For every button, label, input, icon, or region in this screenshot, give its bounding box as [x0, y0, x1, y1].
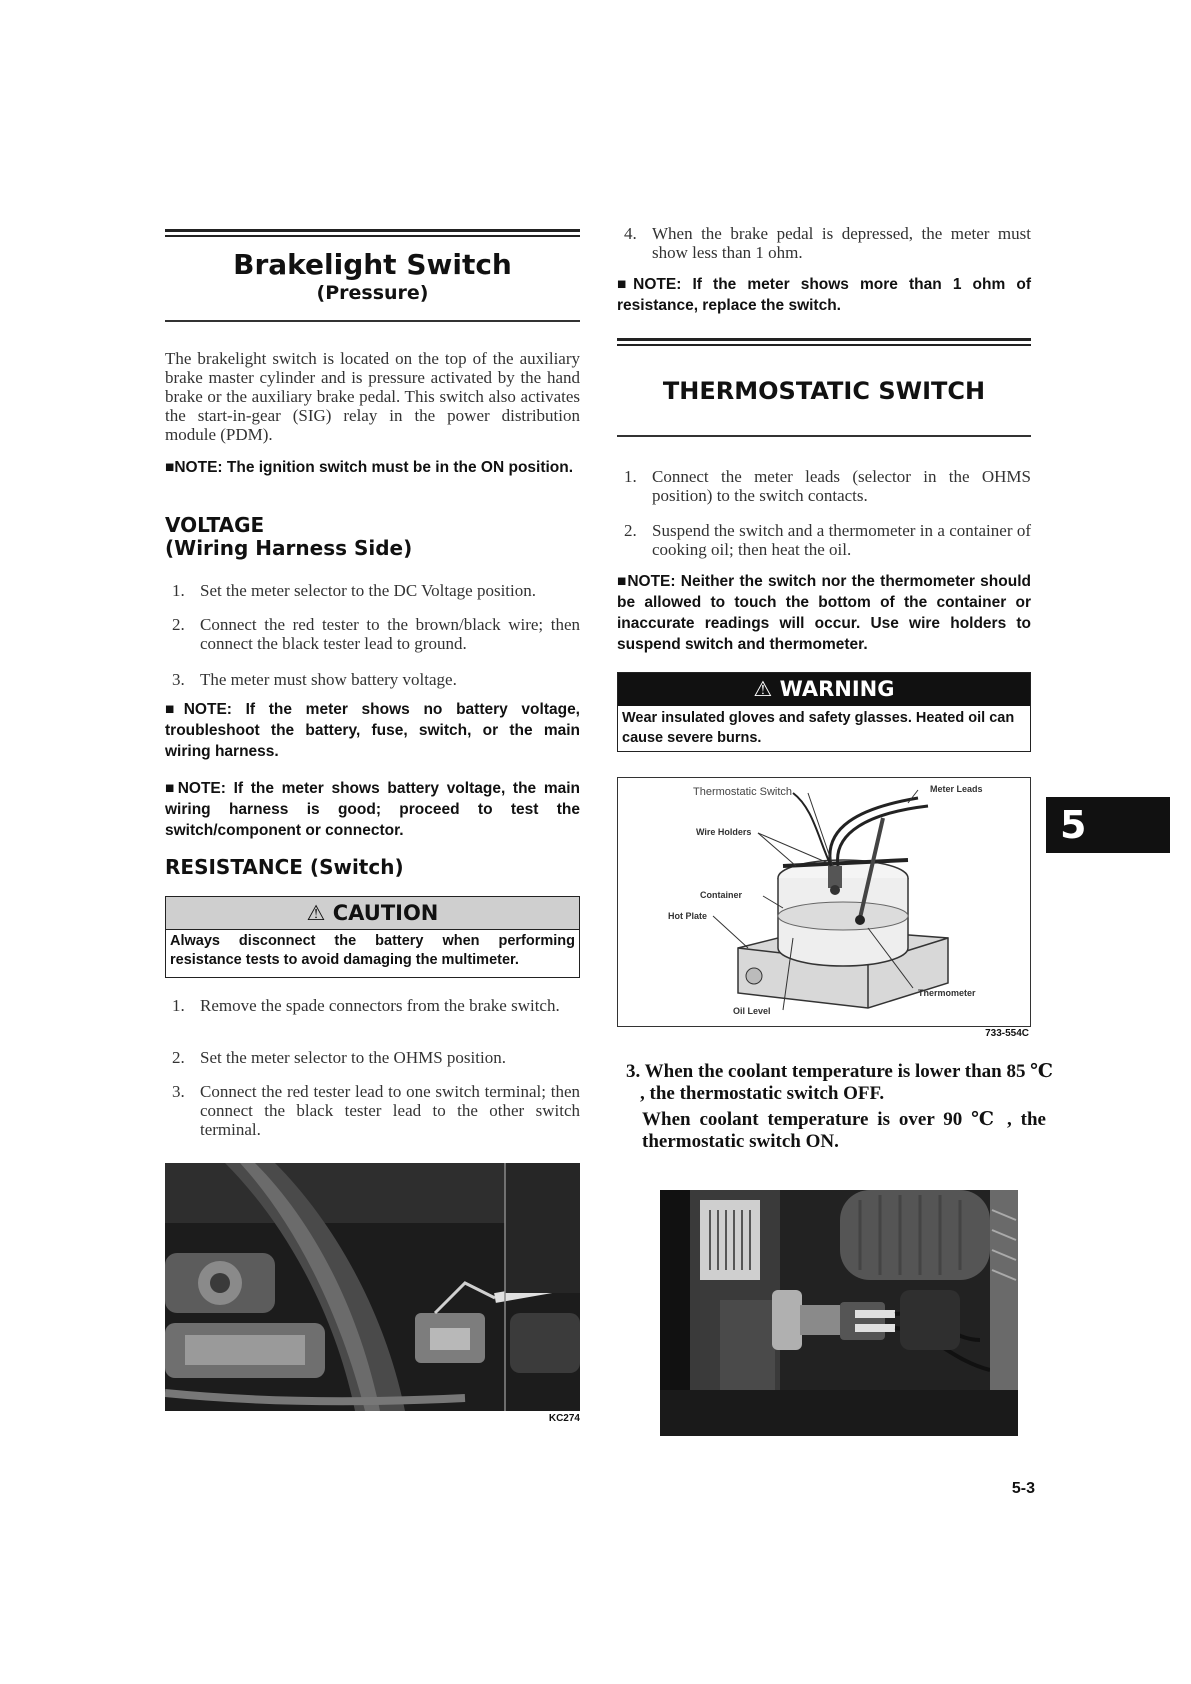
- note-ignition: ■NOTE: The ignition switch must be in the ON position.: [165, 459, 574, 476]
- brake-step-4: 4. When the brake pedal is depressed, the meter must show less than 1 ohm.: [624, 224, 1031, 262]
- note-replace-switch: ■NOTE: If the meter shows more than 1 ohm of resistance, replace the switch.: [617, 276, 1031, 314]
- warning-text: Wear insulated gloves and safety glasses. Heated oil can cause severe burns.: [622, 710, 1015, 746]
- coolant-step-3-line1: 3. When the coolant temperature is lower than 85 ℃ , the thermostatic switch OFF.: [626, 1061, 1054, 1104]
- resistance-step-2: 2. Set the meter selector to the OHMS position.: [172, 1048, 506, 1067]
- resistance-heading: RESISTANCE (Switch): [165, 855, 404, 879]
- thermo-diagram-art: [618, 778, 1030, 1026]
- brake-switch-photo-art: [165, 1163, 580, 1411]
- diagram-code: 733-554C: [985, 1028, 1029, 1039]
- thermo-diagram: [617, 777, 1031, 1027]
- resistance-step-3: 3. Connect the red tester lead to one switch terminal; then connect the black tester lead to the other switch terminal.: [172, 1082, 580, 1139]
- warning-header: ⚠ WARNING: [618, 673, 1030, 706]
- caution-text: Always disconnect the battery when performing resistance tests to avoid damaging the multimeter.: [170, 933, 575, 968]
- note-voltage-good: ■NOTE: If the meter shows battery voltage, the main wiring harness is good; proceed to test the switch/component or connector.: [165, 780, 580, 839]
- thermo-step-1: 1. Connect the meter leads (selector in the OHMS position) to the switch contacts.: [624, 467, 1031, 505]
- label-hot-plate: Hot Plate: [668, 911, 708, 921]
- intro-paragraph: The brakelight switch is located on the top of the auxiliary brake master cylinder and is pressure activated by the hand brake or the auxiliary brake pedal. This switch also activates the start-in-gear (SIG) relay in the power distribution module (PDM).: [165, 349, 580, 444]
- caution-box: [165, 896, 580, 978]
- photo-label-kc274: KC274: [548, 1413, 580, 1424]
- label-container: Container: [700, 890, 743, 900]
- caution-header: ⚠ CAUTION: [166, 897, 579, 930]
- brake-switch-photo: [165, 1163, 580, 1411]
- section-title: Brakelight Switch: [233, 248, 512, 281]
- label-thermometer: Thermometer: [918, 988, 976, 998]
- page-number: 5-3: [1011, 1480, 1035, 1497]
- voltage-heading-line1: VOLTAGE: [165, 513, 265, 537]
- thermo-step-2: 2. Suspend the switch and a thermometer in a container of cooking oil; then heat the oil.: [624, 521, 1031, 559]
- thermo-bottom-rule: [617, 435, 1031, 437]
- thermo-switch-photo: [660, 1190, 1018, 1436]
- voltage-step-3: 3. The meter must show battery voltage.: [172, 670, 457, 689]
- label-oil-level: Oil Level: [733, 1006, 771, 1016]
- chapter-tab-number: 5: [1060, 803, 1087, 847]
- section-subtitle: (Pressure): [316, 282, 429, 304]
- voltage-heading: [165, 514, 580, 560]
- label-meter-leads: Meter Leads: [930, 784, 983, 794]
- note-no-voltage: ■NOTE: If the meter shows no battery voltage, troubleshoot the battery, fuse, switch, or the main wiring harness.: [165, 701, 580, 760]
- thermo-top-rule: [617, 338, 1031, 346]
- coolant-step-3-line2: When coolant temperature is over 90 ℃ , the thermostatic switch ON.: [642, 1109, 1046, 1152]
- thermo-title: THERMOSTATIC SWITCH: [662, 377, 986, 405]
- thermo-switch-photo-art: [660, 1190, 1018, 1436]
- voltage-heading-line2: (Wiring Harness Side): [165, 536, 413, 560]
- label-wire-holders: Wire Holders: [696, 827, 752, 837]
- note-thermometer: ■NOTE: Neither the switch nor the thermometer should be allowed to touch the bottom of the container or inaccurate readings will occur. Use wire holders to suspend switch and thermometer.: [617, 573, 1031, 653]
- title-top-rule: [165, 229, 580, 237]
- voltage-step-2: 2. Connect the red tester to the brown/black wire; then connect the black tester lead to ground.: [172, 615, 580, 653]
- label-thermostatic-switch: Thermostatic Switch: [693, 786, 793, 798]
- warning-box: [617, 672, 1031, 752]
- chapter-tab: [1046, 797, 1170, 853]
- voltage-step-1: 1. Set the meter selector to the DC Voltage position.: [172, 581, 537, 600]
- resistance-step-1: 1. Remove the spade connectors from the brake switch.: [172, 996, 560, 1015]
- title-bottom-rule: [165, 320, 580, 322]
